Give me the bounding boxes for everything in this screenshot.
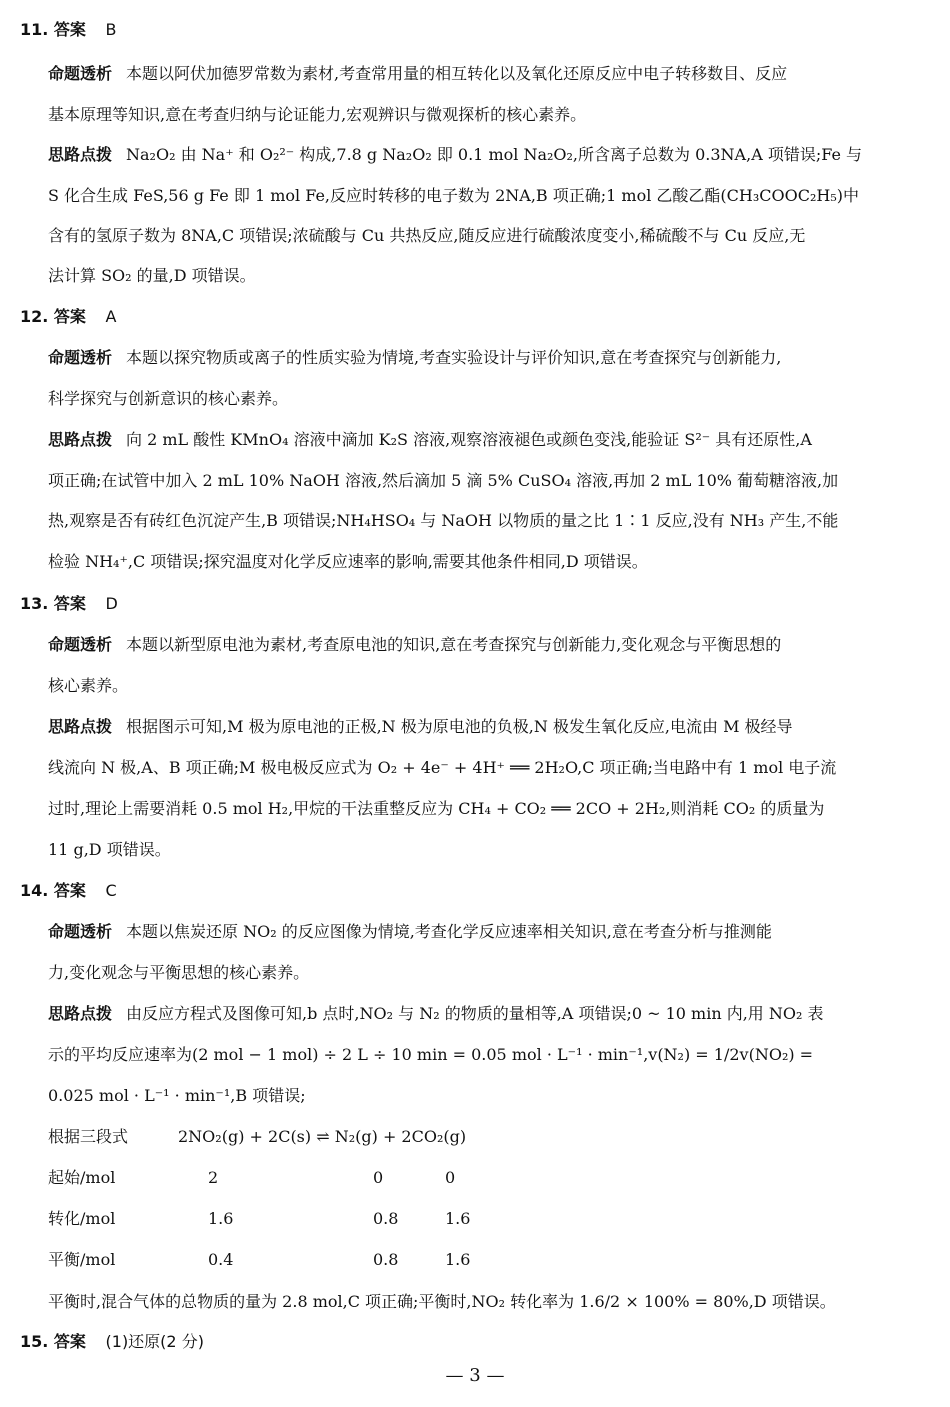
q14-answer-label: 答案: [53, 881, 86, 900]
q12-hint-text1: 向 2 mL 酸性 KMnO₄ 溶液中滴加 K₂S 溶液,观察溶液褪色或颜色变浅,能验证 S²⁻ 具有还原性,A: [126, 430, 812, 449]
q13-intent-line1: [48, 633, 781, 657]
q14-row-co2: 0: [445, 1168, 456, 1187]
q12-hint-line4: 检验 NH₄⁺,C 项错误;探究温度对化学反应速率的影响,需要其他条件相同,D 项错误。: [48, 552, 648, 571]
q14-intent-line1: [48, 920, 772, 944]
q14-row-label: 转化/mol: [48, 1209, 116, 1228]
q12-answer-value: A: [105, 307, 117, 326]
q12-intent-text1: 本题以探究物质或离子的性质实验为情境,考查实验设计与评价知识,意在考查探究与创新能力,: [126, 348, 782, 367]
q14-row-n2: 0.8: [373, 1250, 399, 1269]
q13-answer-value: D: [105, 594, 118, 613]
q12-hint-line1: [48, 428, 812, 452]
q14-hint-label: 思路点拨: [48, 1004, 113, 1023]
q14-hint-line3: 0.025 mol · L⁻¹ · min⁻¹,B 项错误;: [48, 1086, 306, 1105]
q15-answer-label: 答案: [53, 1332, 86, 1351]
q13-answer-label: 答案: [53, 594, 86, 613]
q14-row-n2: 0: [373, 1168, 384, 1187]
q13-intent-label: 命题透析: [48, 635, 113, 654]
q12-intent-line2: 科学探究与创新意识的核心素养。: [48, 389, 289, 408]
q13-intent-line2: 核心素养。: [48, 676, 129, 695]
q14-table-row-equilibrium: [48, 1248, 470, 1272]
q14-row-co2: 1.6: [445, 1209, 471, 1228]
page-number: — 3 —: [445, 1365, 505, 1386]
q14-hint-line1: [48, 1002, 824, 1026]
q13-number: 13.: [20, 594, 49, 613]
q14-row-co2: 1.6: [445, 1250, 471, 1269]
q13-hint-line4: 11 g,D 项错误。: [48, 840, 171, 859]
q14-row-n2: 0.8: [373, 1209, 399, 1228]
q11-answer-line: [20, 18, 117, 42]
q12-hint-label: 思路点拨: [48, 430, 113, 449]
q14-intent-text1: 本题以焦炭还原 NO₂ 的反应图像为情境,考查化学反应速率相关知识,意在考查分析与推测能: [126, 922, 772, 941]
q14-conclusion: 平衡时,混合气体的总物质的量为 2.8 mol,C 项正确;平衡时,NO₂ 转化率为 1.6/2 × 100% = 80%,D 项错误。: [48, 1292, 836, 1311]
q14-table-header: [48, 1125, 466, 1149]
q11-hint-line3: 含有的氢原子数为 8NA,C 项错误;浓硫酸与 Cu 共热反应,随反应进行硫酸浓度变小,稀硫酸不与 Cu 反应,无: [48, 226, 806, 245]
q14-row-no2: 2: [208, 1168, 219, 1187]
q14-row-no2: 1.6: [208, 1209, 234, 1228]
q14-answer-line: [20, 879, 117, 903]
q11-hint-line4: 法计算 SO₂ 的量,D 项错误。: [48, 266, 256, 285]
q12-number: 12.: [20, 307, 49, 326]
q13-hint-text1: 根据图示可知,M 极为原电池的正极,N 极为原电池的负极,N 极发生氧化反应,电流由 M 极经导: [126, 717, 793, 736]
q12-hint-line3: 热,观察是否有砖红色沉淀产生,B 项错误;NH₄HSO₄ 与 NaOH 以物质的量之比 1∶1 反应,没有 NH₃ 产生,不能: [48, 511, 839, 530]
q11-intent-line1: [48, 62, 787, 86]
q15-number: 15.: [20, 1332, 49, 1351]
q11-intent-line2: 基本原理等知识,意在考查归纳与论证能力,宏观辨识与微观探析的核心素养。: [48, 105, 587, 124]
q14-number: 14.: [20, 881, 49, 900]
q11-hint-label: 思路点拨: [48, 145, 113, 164]
q11-intent-label: 命题透析: [48, 64, 113, 83]
q12-hint-line2: 项正确;在试管中加入 2 mL 10% NaOH 溶液,然后滴加 5 滴 5% CuSO₄ 溶液,再加 2 mL 10% 葡萄糖溶液,加: [48, 471, 839, 490]
q14-table-equation: 2NO₂(g) + 2C(s) ⇌ N₂(g) + 2CO₂(g): [178, 1127, 467, 1146]
q14-hint-text1: 由反应方程式及图像可知,b 点时,NO₂ 与 N₂ 的物质的量相等,A 项错误;0 ~ 10 min 内,用 NO₂ 表: [126, 1004, 824, 1023]
q11-hint-line2: S 化合生成 FeS,56 g Fe 即 1 mol Fe,反应时转移的电子数为 2NA,B 项正确;1 mol 乙酸乙酯(CH₃COOC₂H₅)中: [48, 186, 860, 205]
q14-intent-line2: 力,变化观念与平衡思想的核心素养。: [48, 963, 310, 982]
q14-answer-value: C: [105, 881, 117, 900]
q13-intent-text1: 本题以新型原电池为素材,考查原电池的知识,意在考查探究与创新能力,变化观念与平衡思想的: [126, 635, 782, 654]
q12-intent-label: 命题透析: [48, 348, 113, 367]
q12-answer-line: [20, 305, 116, 329]
q13-hint-line3: 过时,理论上需要消耗 0.5 mol H₂,甲烷的干法重整反应为 CH₄ + CO₂ ══ 2CO + 2H₂,则消耗 CO₂ 的质量为: [48, 799, 825, 818]
q12-intent-line1: [48, 346, 781, 370]
q14-row-label: 起始/mol: [48, 1168, 116, 1187]
q13-hint-line2: 线流向 N 极,A、B 项正确;M 极电极反应式为 O₂ + 4e⁻ + 4H⁺ ══ 2H₂O,C 项正确;当电路中有 1 mol 电子流: [48, 758, 837, 777]
q14-intent-label: 命题透析: [48, 922, 113, 941]
q12-answer-label: 答案: [53, 307, 86, 326]
q14-table-title: 根据三段式: [48, 1127, 129, 1146]
q13-hint-line1: [48, 715, 793, 739]
q11-intent-text1: 本题以阿伏加德罗常数为素材,考查常用量的相互转化以及氧化还原反应中电子转移数目、反应: [126, 64, 788, 83]
q13-answer-line: [20, 592, 118, 616]
q14-row-label: 平衡/mol: [48, 1250, 116, 1269]
q11-answer-value: B: [105, 20, 117, 39]
q14-table-row-change: [48, 1207, 470, 1231]
q13-hint-label: 思路点拨: [48, 717, 113, 736]
q14-hint-line2: 示的平均反应速率为(2 mol − 1 mol) ÷ 2 L ÷ 10 min = 0.05 mol · L⁻¹ · min⁻¹,v(N₂) = 1/2v(NO₂) =: [48, 1045, 814, 1064]
q14-row-no2: 0.4: [208, 1250, 234, 1269]
q15-answer-line: [20, 1330, 204, 1354]
q14-table-row-initial: [48, 1166, 455, 1190]
q11-answer-label: 答案: [53, 20, 86, 39]
q11-number: 11.: [20, 20, 49, 39]
q11-hint-line1: [48, 143, 862, 167]
q15-answer-value: (1)还原(2 分): [105, 1332, 204, 1351]
q11-hint-text1: Na₂O₂ 由 Na⁺ 和 O₂²⁻ 构成,7.8 g Na₂O₂ 即 0.1 mol Na₂O₂,所含离子总数为 0.3NA,A 项错误;Fe 与: [126, 145, 863, 164]
